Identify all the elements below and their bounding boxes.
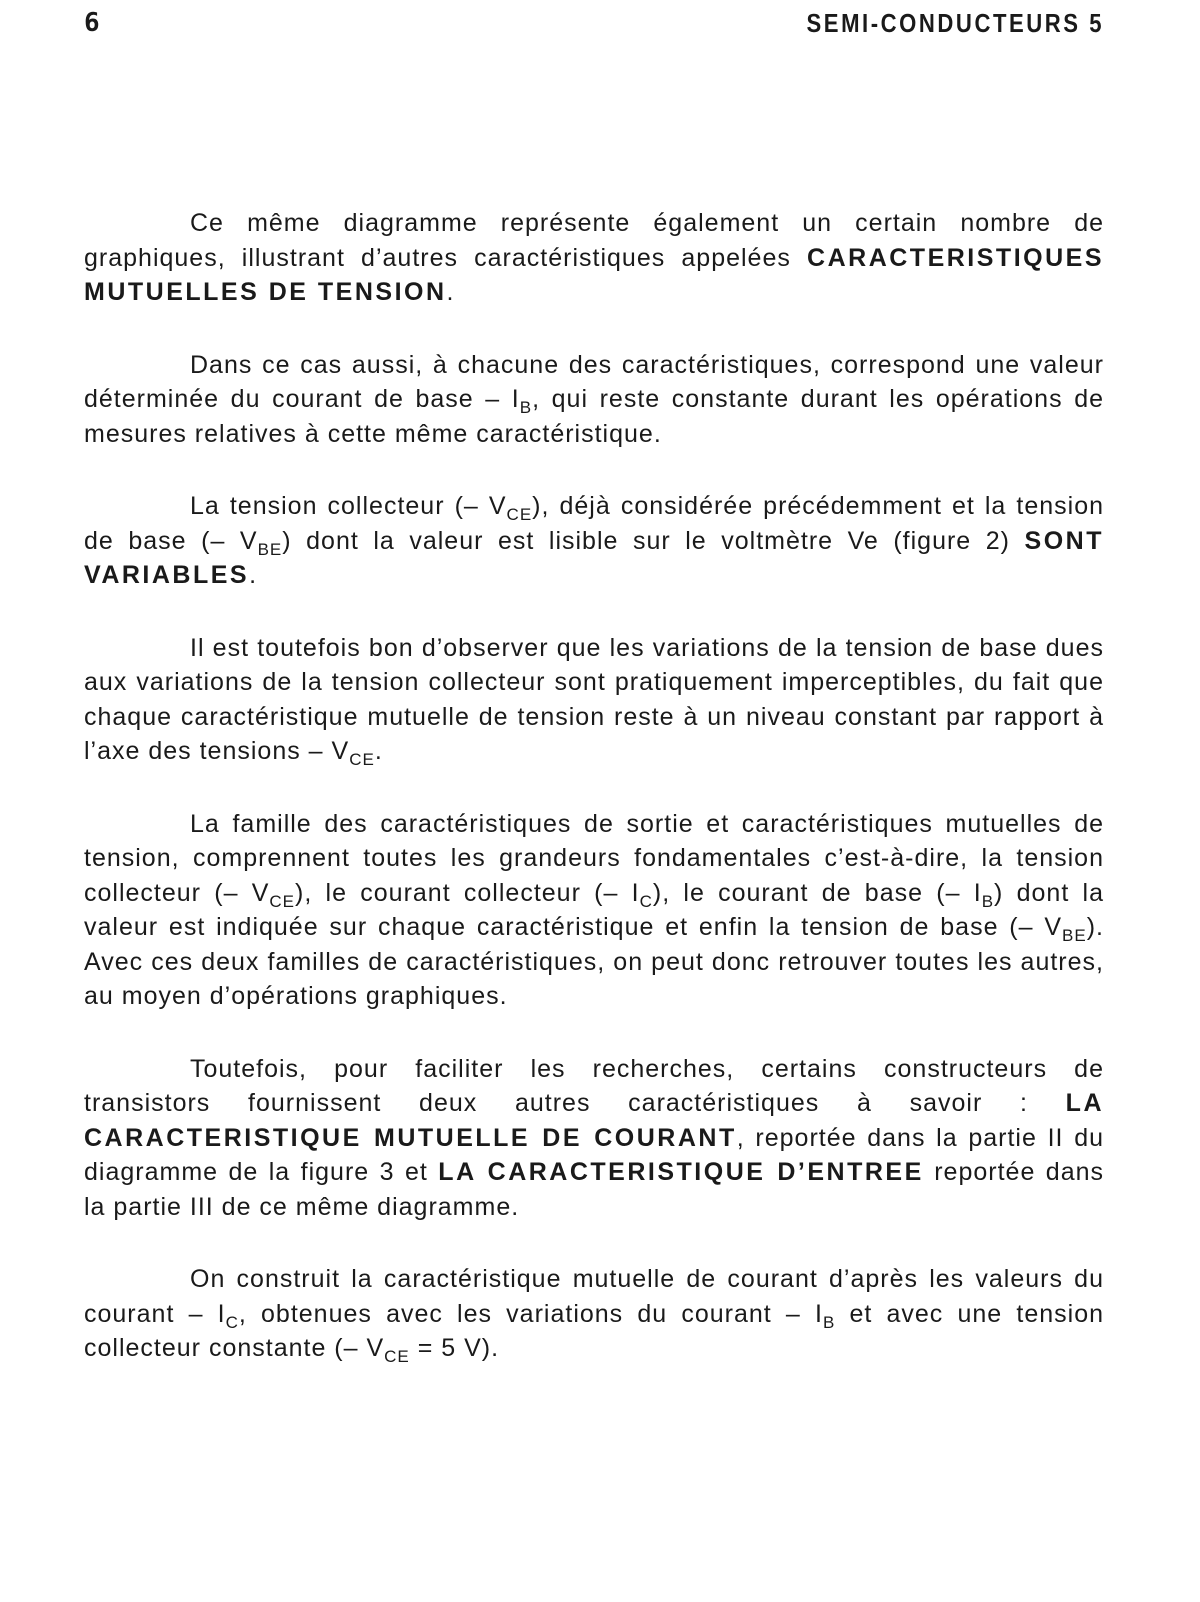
paragraph-7 — [84, 1262, 1104, 1366]
text-span: . — [249, 561, 258, 589]
emphasis-term: LA CARACTERISTIQUE MUTUELLE DE COURANT — [84, 1089, 1104, 1152]
subscript: CE — [349, 750, 375, 769]
text-span: ), déjà considérée précédemment et la tension de base (– V — [84, 492, 1105, 555]
text-span: ). Avec ces deux familles de caractéristiques, on peut donc retrouver toutes les autres, au moyen d’opérations graphiques. — [84, 913, 1104, 1010]
text-span: Il est toutefois bon d’observer que les variations de la tension de base dues aux variations de la tension collecteur sont pratiquement imperceptibles, du fait que chaque caractéristique mutuelle de tension reste à un niveau constant par rapport à l’axe des tensions – V — [84, 633, 1104, 765]
text-span: ), le courant collecteur (– I — [295, 878, 640, 907]
text-span: Dans ce cas aussi, à chacune des caractéristiques, correspond une valeur déterminée du courant de base – I — [84, 350, 1104, 413]
text-span: , obtenues avec les variations du courant – I — [238, 1299, 823, 1328]
paragraph-6 — [84, 1052, 1104, 1225]
text-span: ) dont la valeur est indiquée sur chaque caractéristique et enfin la tension de base (– V — [84, 878, 1104, 941]
text-span: , qui reste constante durant les opérations de mesures relatives à cette même caractéristique. — [84, 385, 1104, 448]
text-span: ) dont la valeur est lisible sur le voltmètre Ve (figure 2) — [282, 526, 1025, 555]
text-span: La tension collecteur (– V — [190, 492, 507, 520]
subscript: BE — [1062, 926, 1087, 945]
text-span: Ce même diagramme représente également un certain nombre de graphiques, illustrant d’autres caractéristiques appelées — [84, 209, 1104, 272]
paragraph-2 — [84, 348, 1104, 452]
page-header — [84, 8, 1104, 48]
text-span: . — [374, 737, 383, 765]
text-span: . — [446, 278, 455, 306]
text-span: On construit la caractéristique mutuelle de courant d’après les valeurs du courant – I — [84, 1265, 1104, 1328]
running-title: SEMI-CONDUCTEURS 5 — [806, 8, 1104, 38]
subscript: BE — [257, 539, 283, 559]
paragraph-5 — [84, 807, 1104, 1014]
text-span: reportée dans la partie III de ce même diagramme. — [84, 1158, 1105, 1221]
subscript: B — [519, 398, 533, 417]
paragraph-3 — [84, 489, 1104, 593]
text-span: = 5 V). — [409, 1334, 500, 1362]
subscript: C — [639, 891, 653, 911]
subscript: CE — [269, 891, 296, 911]
subscript: B — [822, 1312, 836, 1332]
text-span: , reportée dans la partie II du diagramme de la figure 3 et — [84, 1123, 1104, 1186]
paragraph-1 — [84, 206, 1104, 310]
document-body — [84, 206, 1104, 1404]
emphasis-term: SONT VARIABLES — [84, 526, 1104, 589]
emphasis-term: CARACTERISTIQUES MUTUELLES DE TENSION — [84, 243, 1104, 306]
subscript: CE — [506, 505, 533, 524]
subscript: B — [981, 891, 995, 911]
subscript: C — [225, 1312, 239, 1332]
text-span: et avec une tension collecteur constante (– V — [84, 1299, 1104, 1362]
page-number: 6 — [84, 8, 100, 38]
text-span: ), le courant de base (– I — [652, 878, 982, 907]
text-span: Toutefois, pour faciliter les recherches, certains constructeurs de transistors fournissent deux autres caractéristiques à savoir : — [84, 1054, 1104, 1117]
text-span: La famille des caractéristiques de sortie et caractéristiques mutuelles de tension, comprennent toutes les grandeurs fondamentales c’est-à-dire, la tension collecteur (– V — [84, 809, 1104, 907]
paragraph-4 — [84, 631, 1104, 769]
subscript: CE — [384, 1347, 410, 1366]
emphasis-term: LA CARACTERISTIQUE D’ENTREE — [438, 1158, 924, 1186]
